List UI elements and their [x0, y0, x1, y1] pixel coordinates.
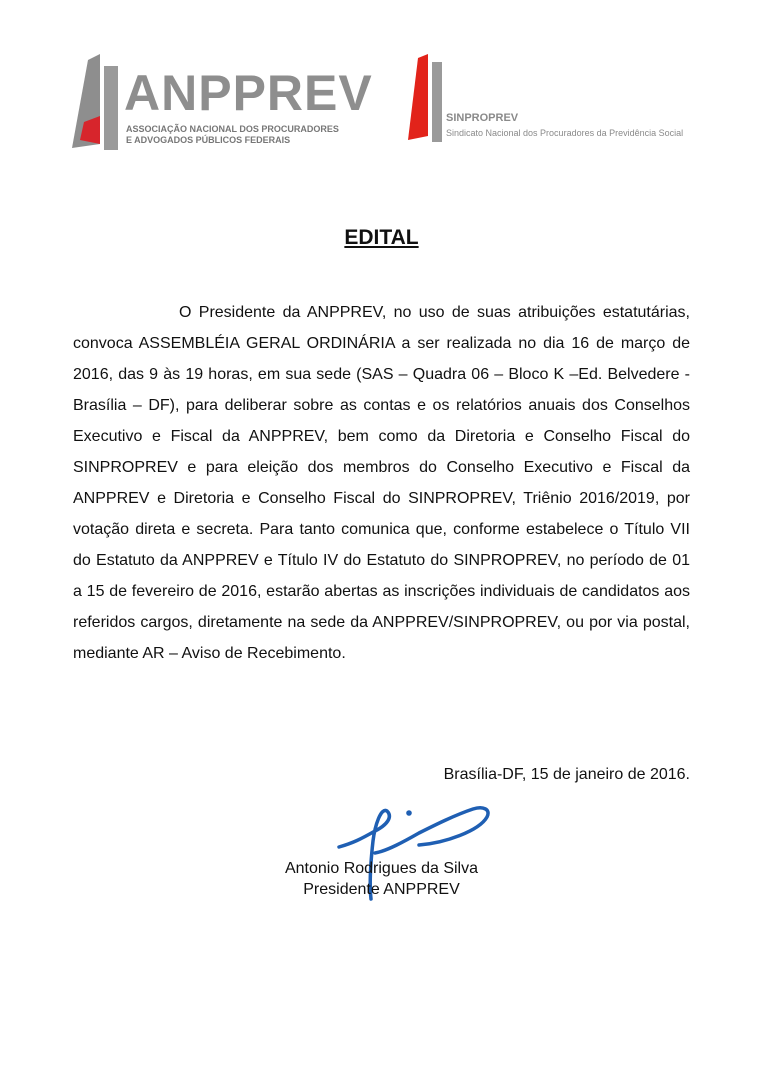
anpprev-logo-subtitle-line1: ASSOCIAÇÃO NACIONAL DOS PROCURADORES — [126, 124, 339, 134]
anpprev-logo-name: ANPPREV — [124, 65, 373, 121]
sinproprev-logo-name: SINPROPREV — [446, 112, 519, 124]
sinproprev-logo-mark-icon — [404, 52, 446, 144]
anpprev-logo-subtitle-line2: E ADVOGADOS PÚBLICOS FEDERAIS — [126, 135, 291, 145]
document-body: O Presidente da ANPPREV, no uso de suas atribuições estatutárias, convoca ASSEMBLÉIA GERAL ORDINÁRIA a ser realizada no dia 16 de março de 2016, das 9 às 19 horas, em sua sede (SAS – Quadra 06 – Bloco K –Ed. Belvedere - Brasília – DF), para deliberar sobre as contas e os relatórios anuais dos Conselhos Executivo e Fiscal da ANPPREV, bem como da Diretoria e Conselho Fiscal do SINPROPREV e para eleição dos membros do Conselho Executivo e Fiscal da ANPPREV e Diretoria e Conselho Fiscal do SINPROPREV, Triênio 2016/2019, por votação direta e secreta. Para tanto comunica que, conforme estabelece o Título VII do Estatuto da ANPPREV e Título IV do Estatuto do SINPROPREV, no período de 01 a 15 de fevereiro de 2016, estarão abertas as inscrições individuais de candidatos aos referidos cargos, diretamente na sede da ANPPREV/SINPROPREV, ou por via postal, mediante AR – Aviso de Recebimento. — [73, 304, 690, 662]
sinproprev-logo — [404, 52, 704, 152]
anpprev-logo-mark-icon — [70, 52, 130, 152]
anpprev-logo — [70, 52, 373, 152]
signer-name: Antonio Rodrigues da Silva — [284, 860, 478, 877]
document-title: EDITAL — [344, 226, 419, 249]
signer-role: Presidente ANPPREV — [303, 881, 460, 898]
sinproprev-logo-subtitle: Sindicato Nacional dos Procuradores da Previdência Social — [446, 128, 684, 138]
place-date: Brasília-DF, 15 de janeiro de 2016. — [443, 766, 690, 783]
